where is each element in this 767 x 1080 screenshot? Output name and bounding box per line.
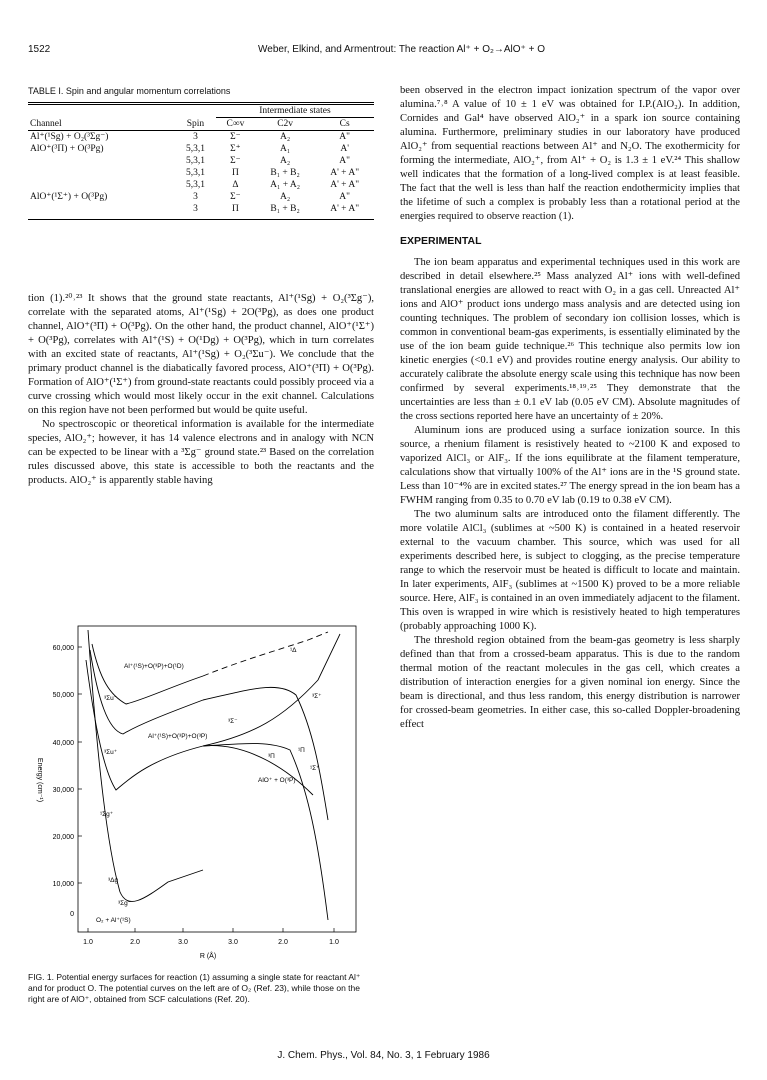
- curve-label: ³Σ⁺: [312, 693, 322, 700]
- table-cell: A' + A": [330, 168, 360, 178]
- y-tick: 60,000: [52, 645, 74, 652]
- y-tick: 0: [70, 911, 74, 918]
- table-cell: 5,3,1: [185, 180, 205, 190]
- table-row: [28, 131, 374, 144]
- journal-footer: J. Chem. Phys., Vol. 84, No. 3, 1 February 1986: [277, 1050, 490, 1061]
- table-cell: 3: [193, 192, 198, 202]
- curve-alo-b: [203, 687, 328, 820]
- table-cell: A₂: [280, 156, 291, 166]
- x-tick: 1.0: [83, 939, 93, 946]
- table-cell: A' + A": [330, 180, 360, 190]
- curve-label: ¹Π: [298, 747, 305, 754]
- table-cell: 5,3,1: [185, 144, 205, 154]
- table-cell: A": [339, 132, 351, 142]
- curve-label: O₂ + Al⁺(¹S): [96, 917, 131, 924]
- col-header: Cs: [339, 119, 350, 129]
- figure-1: [28, 620, 374, 970]
- table-cell: [28, 155, 175, 167]
- curve-alo-d: [203, 634, 340, 746]
- table-cell: A': [340, 144, 349, 154]
- page-number: 1522: [28, 44, 51, 55]
- y-tick: 20,000: [52, 834, 74, 841]
- col-header: C2v: [277, 119, 294, 129]
- col-header: C∞v: [226, 119, 245, 129]
- table-cell: Al⁺(¹Sg) + O₂(³Σg⁻): [30, 132, 109, 142]
- paragraph: The two aluminum salts are introduced onto the filament differently. The more volatile AlCl₃ (sublimes at ~500 K) is contained in a heated reservoir external to the vacuum chamber. This source, which was used for all experiments described here, is subject to clogging, as the precise temperature range to which the reservoir must be heated is difficult to locate and maintain. In later experiments, AlF₃ (sublimes at ~1500 K) proved to be a more reliable source. Here, AlF₃ is contained in an oven immediately adjacent to the filament. This oven is wrapped in wire which is resistively heated to high temperatures (probably approaching 1000 K).: [400, 509, 740, 632]
- table-cell: A": [339, 156, 351, 166]
- curve-label: ³Π: [268, 753, 275, 760]
- curve-alo-c: [203, 746, 313, 795]
- curve-delta: [203, 632, 328, 676]
- table-cell: AlO⁺(¹Σ⁺) + O(³Pg): [30, 192, 108, 202]
- table-row: [28, 143, 374, 155]
- paragraph: tion (1).²⁰˒²³ It shows that the ground state reactants, Al⁺(¹Sg) + O₂(³Σg⁻), correlate with the separated atoms, Al⁺(¹Sg) + 2O(³Pg), as does one product channel, AlO⁺(³Π) + O(³Pg). On the other hand, the product channel, AlO⁺(¹Σ⁺) + O(³Pg), correlates with Al⁺(¹S) + O(¹Dg) + O(³Pg), which in turn correlates with an excited state of reactants, Al⁺(¹Sg) + O₂(³Σu⁻). We conclude that the primary product channel is the diabatically favored process, AlO⁺(³Π) + O(³Pg). Formation of AlO⁺(¹Σ⁺) from ground-state reactants could possibly proceed via a curve crossing which would most likely occur in the exit channel. Calculations on this region have not been performed but would be quite useful.: [28, 293, 374, 416]
- curve-label: Al⁺(¹S)+O(³P)+O(³P): [148, 733, 208, 740]
- table-cell: Σ⁺: [230, 144, 241, 154]
- curve-label: AlO⁺ + O(³P): [258, 777, 296, 784]
- table-row: [28, 179, 374, 191]
- correlation-table: [28, 102, 374, 220]
- table-cell: A₁ + A₂: [270, 180, 301, 190]
- curve-label: ³Σu⁺: [104, 749, 118, 756]
- curve-label: ³Σu⁻: [104, 695, 118, 702]
- curve-label: Al⁺(¹S)+O(³P)+O(¹D): [124, 663, 184, 670]
- curve-label: ³Σg⁻: [118, 900, 132, 907]
- paragraph: The ion beam apparatus and experimental techniques used in this work are described in detail elsewhere.²⁵ Mass analyzed Al⁺ ions with well-defined translational energies are allowed to react with O₂ in a gas cell. Unreacted Al⁺ ions and AlO⁺ product ions undergo mass analysis and are detected using ion counting techniques. The problem of secondary ion collision losses, which is common in conventional beam-gas experiments, is essentially eliminated by the use of the ion beam guide technique.²⁶ This technique also permits low ion kinetic energies (<0.1 eV) and provides routine energy analysis. Our ability to accurately calibrate the absolute energy scale using this technique has now been confirmed by several experiments.¹⁸˒¹⁹˒²⁵ They demonstrate that the uncertainties are less than ± 0.1 eV lab (0.05 eV CM). Absolute magnitudes of the cross sections reported here have an uncertainty of ± 20%.: [400, 257, 740, 422]
- table-cell: Π: [216, 203, 255, 220]
- figure-caption: FIG. 1. Potential energy surfaces for reaction (1) assuming a single state for reactant Al⁺ and for product O. The potential curves on the left are of O₂ (Ref. 23), while those on the right are of AlO⁺, obtained from SCF calculations (Ref. 20).: [28, 972, 361, 1004]
- table-cell: B₁ + B₂: [255, 203, 315, 220]
- paragraph: No spectroscopic or theoretical information is available for the intermediate species, AlO₂⁺; however, it has 14 valence electrons and in analogy with NCN can be expected to be linear with a ³Σg⁻ ground state.²³ Based on the correlation rules discussed above, this state is accessible to both the reactants and the products. AlO₂⁺ is apparently stable having: [28, 419, 374, 486]
- table-cell: 3: [175, 203, 216, 220]
- table-cell: Σ⁻: [230, 132, 241, 142]
- curve-label: ³Σ⁻: [228, 718, 238, 725]
- y-tick: 40,000: [52, 740, 74, 747]
- table-cell: AlO⁺(³Π) + O(³Pg): [30, 144, 104, 154]
- paragraph: The threshold region obtained from the beam-gas geometry is less sharply defined than that from a crossed-beam apparatus. This is due to the random thermal motion of the reactant molecules in the gas cell, which creates a distribution of interaction energies for a given nominal ion energy. Since the beam is directional, and thus less random, this energy distribution is narrower for crossed-beam geometries. In either case, this so-called Doppler-broadening effect: [400, 635, 740, 730]
- curve-label: ¹Σg⁺: [100, 811, 114, 818]
- table-row: [28, 155, 374, 167]
- curve-label: ¹Δ: [290, 647, 297, 654]
- section-heading: EXPERIMENTAL: [400, 235, 482, 247]
- y-axis-label: Energy (cm⁻¹): [36, 757, 43, 803]
- table-cell: 5,3,1: [185, 156, 205, 166]
- curve-o2-ground: [88, 630, 203, 901]
- table-cell: Σ⁻: [230, 156, 241, 166]
- table-cell: [28, 203, 175, 220]
- paragraph: Aluminum ions are produced using a surface ionization source. In this source, a rhenium filament is resistively heated to ~2100 K and exposed to vaporized AlCl₃ or AlF₃. If the ions equilibrate at the filament temperature, calculations show that virtually 100% of the Al⁺ ions are in the ¹S ground state. Less than 10⁻⁴% are in excited states.²⁷ The energy spread in the ion beam has a FWHM ranging from 0.35 to 0.70 eV lab (0.19 to 0.38 eV CM).: [400, 425, 740, 506]
- intermediate-header: Intermediate states: [216, 104, 374, 118]
- y-tick: 30,000: [52, 787, 74, 794]
- table-row: [28, 167, 374, 179]
- x-tick: 2.0: [130, 939, 140, 946]
- table-cell: A' + A": [315, 203, 374, 220]
- table-cell: B₁ + B₂: [270, 168, 300, 178]
- y-tick: 10,000: [52, 881, 74, 888]
- table-cell: 3: [193, 132, 198, 142]
- right-text-column: [400, 84, 740, 732]
- table-cell: A": [339, 192, 351, 202]
- table-cell: Δ: [232, 180, 239, 190]
- curve-label: ³Δg: [108, 877, 119, 884]
- left-text-column: [28, 292, 374, 488]
- table-caption: TABLE I. Spin and angular momentum correlations: [28, 86, 231, 96]
- running-title: Weber, Elkind, and Armentrout: The reaction Al⁺ + O₂→AlO⁺ + O: [258, 44, 545, 55]
- table-cell: 5,3,1: [185, 168, 205, 178]
- col-header: Channel: [30, 118, 62, 129]
- table-row: [28, 191, 374, 203]
- table-cell: A₂: [280, 132, 291, 142]
- x-tick: 2.0: [278, 939, 288, 946]
- x-tick: 3.0: [228, 939, 238, 946]
- page-header: [28, 44, 739, 58]
- table-cell: A₂: [280, 192, 291, 202]
- table-cell: A₁: [280, 144, 291, 154]
- table-cell: Σ⁻: [230, 192, 241, 202]
- y-tick: 50,000: [52, 692, 74, 699]
- col-header: Spin: [186, 118, 205, 129]
- potential-energy-plot: [28, 620, 374, 970]
- table-cell: Π: [231, 168, 239, 178]
- curve-label: ¹Σ⁺: [310, 765, 320, 772]
- paragraph: been observed in the electron impact ionization spectrum of the vapor over alumina.⁷˒⁸ A value of 10 ± 1 eV was obtained for I.P.(AlO₂). In addition, Cornides and Gal⁴ have observed AlO₂⁺ in a spark ion source containing alumina. Furthermore, preliminary studies in our laboratory have produced AlO₂⁺ from sequential reactions between Al⁺ and N₂O. The exothermicity for forming the intermediate, AlO₂⁺, from Al⁺ + O₂ is 1.3 ± 1 eV.²⁴ This shallow well indicates that the formation of a long-lived complex is at least feasible. The fact that the well is less than half the reaction endothermicity implies that the lifetime of such a complex is probably less than a rotational period at the energies required to observe reaction (1).: [400, 85, 740, 222]
- table-cell: [28, 167, 175, 179]
- x-tick: 1.0: [329, 939, 339, 946]
- x-tick: 3.0: [178, 939, 188, 946]
- x-axis-label: R (Å): [199, 953, 217, 960]
- table-cell: [28, 179, 175, 191]
- table-row: [28, 203, 374, 220]
